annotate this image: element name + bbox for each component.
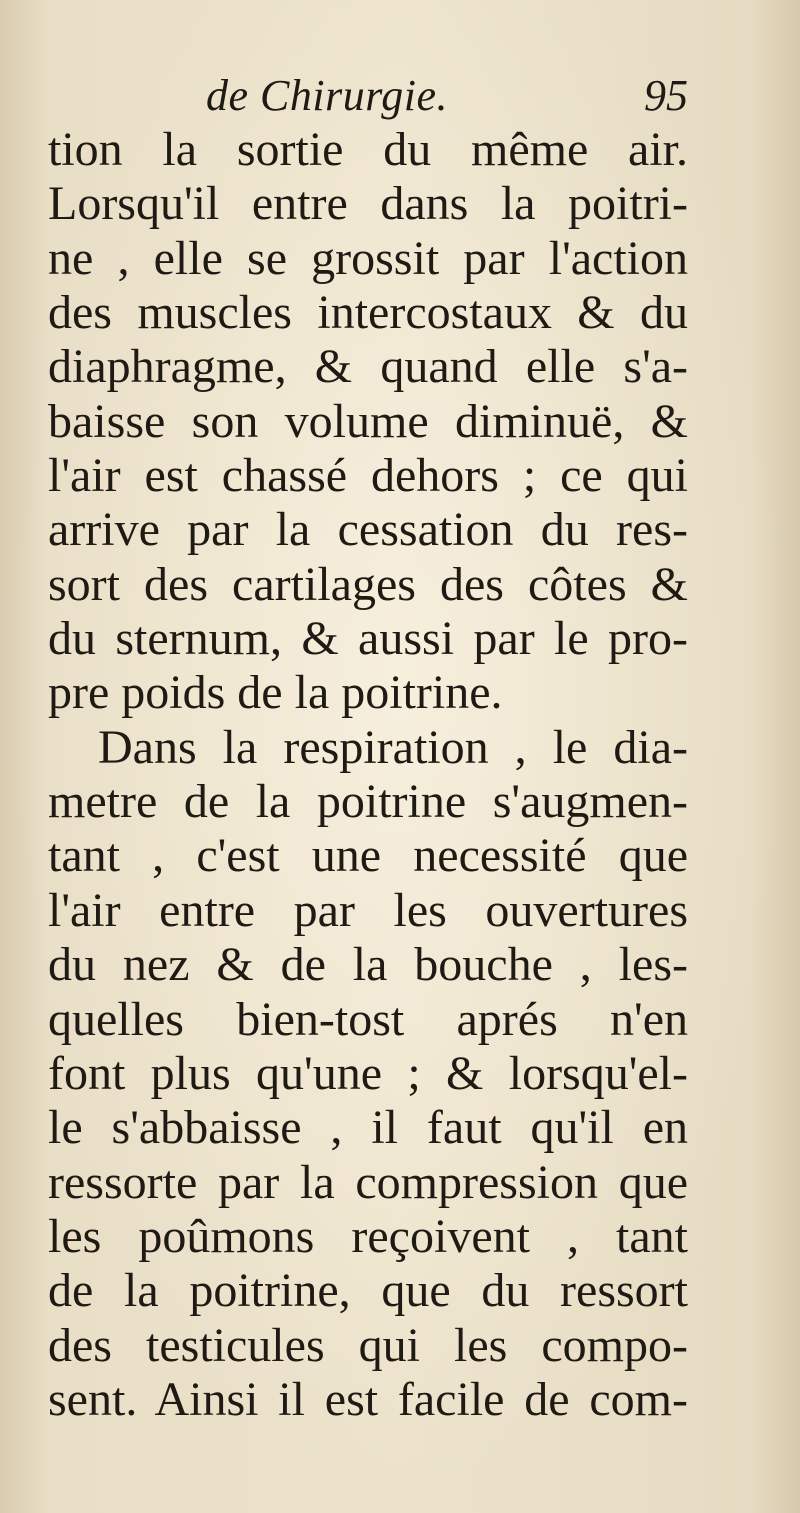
text-line: de la poitrine, que du ressort	[48, 1264, 688, 1318]
running-title: de Chirurgie.	[206, 71, 448, 120]
text-line: sort des cartilages des côtes &	[48, 557, 688, 611]
text-line: Dans la respiration , le dia-	[98, 720, 688, 774]
text-line: pre poids de la poitrine.	[48, 666, 503, 720]
page-number: 95	[644, 71, 688, 120]
text-line: sent. Ainsi il est facile de com-	[48, 1372, 688, 1426]
text-line: Lorsqu'il entre dans la poitri-	[48, 177, 688, 231]
body-text	[48, 123, 688, 1427]
text-line: arrive par la cessation du res-	[48, 503, 688, 557]
text-line: ne , elle se grossit par l'action	[48, 231, 688, 285]
text-line: tant , c'est une necessité que	[48, 829, 688, 883]
text-line: des testicules qui les compo-	[48, 1318, 688, 1372]
text-line: les poûmons reçoivent , tant	[48, 1209, 688, 1263]
text-line: ressorte par la compression que	[48, 1155, 688, 1209]
text-line: metre de la poitrine s'augmen-	[48, 775, 688, 829]
text-line: diaphragme, & quand elle s'a-	[48, 340, 688, 394]
text-line: du nez & de la bouche , les-	[48, 938, 688, 992]
text-line: des muscles intercostaux & du	[48, 286, 688, 340]
text-line: quelles bien-tost aprés n'en	[48, 992, 688, 1046]
running-head	[48, 66, 688, 126]
text-line: tion la sortie du même air.	[48, 123, 688, 176]
text-line: du sternum, & aussi par le pro-	[48, 612, 688, 666]
text-line: le s'abbaisse , il faut qu'il en	[48, 1101, 688, 1155]
text-line: baisse son volume diminuë, &	[48, 394, 688, 448]
text-line: font plus qu'une ; & lorsqu'el-	[48, 1046, 688, 1100]
text-line: l'air est chassé dehors ; ce qui	[48, 449, 688, 503]
text-line: l'air entre par les ouvertures	[48, 883, 688, 937]
